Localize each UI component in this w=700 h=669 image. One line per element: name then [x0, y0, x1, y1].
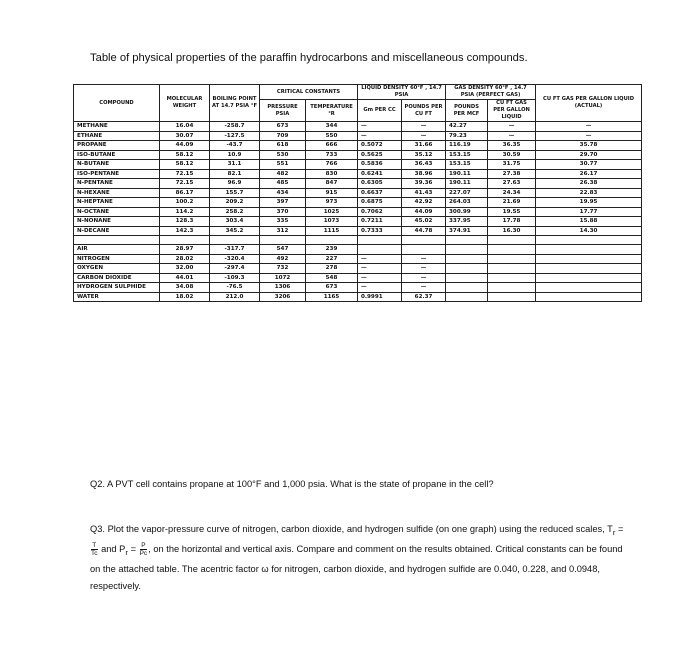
cell-pc: 434: [260, 188, 306, 198]
cell-lbmcf: [446, 254, 488, 264]
cell-gmcc: —: [358, 283, 402, 293]
header-cuft-gas-per-gallon: CU FT GAS PER GALLON LIQUID: [488, 100, 536, 122]
cell-pc: 530: [260, 150, 306, 160]
cell-name: N-DECANE: [74, 226, 160, 236]
hydrocarbon-row: [74, 150, 642, 160]
cell-cfgal: 36.35: [488, 141, 536, 151]
cell-gmcc: 0.7211: [358, 217, 402, 227]
hydrocarbon-row: [74, 169, 642, 179]
cell-pc: 618: [260, 141, 306, 151]
tr-numerator: T: [92, 541, 97, 549]
misc-compound-row: [74, 264, 642, 274]
cell-lbft: 41.43: [402, 188, 446, 198]
cell-gmcc: 0.9991: [358, 292, 402, 302]
page-title: Table of physical properties of the paraffin hydrocarbons and miscellaneous compounds.: [90, 52, 528, 64]
pr-denominator: Pc: [139, 549, 148, 557]
cell-tc: 973: [306, 198, 358, 208]
cell-mw: 114.2: [160, 207, 210, 217]
cell-tc: 239: [306, 245, 358, 255]
cell-tc: 344: [306, 122, 358, 132]
cell-pc: 3206: [260, 292, 306, 302]
cell-lbft: 44.78: [402, 226, 446, 236]
cell-pc: 732: [260, 264, 306, 274]
hydrocarbon-row: [74, 188, 642, 198]
cell-lbft: —: [402, 131, 446, 141]
header-temperature: TEMPERATURE °R: [306, 100, 358, 122]
cell-tc: 666: [306, 141, 358, 151]
cell-bp: 155.7: [210, 188, 260, 198]
table-spacer: [74, 236, 642, 245]
cell-lbft: —: [402, 122, 446, 132]
cell-name: N-PENTANE: [74, 179, 160, 189]
equals-sign: =: [615, 524, 624, 534]
cell-lbft: 35.12: [402, 150, 446, 160]
cell-lbmcf: 116.19: [446, 141, 488, 151]
hydrocarbon-rows: [74, 122, 642, 236]
cell-gmcc: —: [358, 254, 402, 264]
question-3: Q3. Plot the vapor-pressure curve of nitrogen, carbon dioxide, and hydrogen sulfide (on one graph) using the reduced scales, $T_r$ = $\frac{T}{Tc}$ and $P_r$ = $\frac{P}{Pc}$ , on the horizontal and vertical axis. Compare and comment on the results obtained. Critical constants can be found on the attached table. The acentric factor ω for nitrogen, carbon dioxide, and hydrogen sulfide are 0.040, 0.228, and 0.0948, respectively.: [90, 524, 624, 591]
cell-gmcc: [358, 245, 402, 255]
cell-pc: 335: [260, 217, 306, 227]
cell-lbft: [402, 245, 446, 255]
cell-name: N-OCTANE: [74, 207, 160, 217]
cell-actual: 35.78: [536, 141, 642, 151]
cell-bp: -317.7: [210, 245, 260, 255]
header-boiling-point: BOILING POINT AT 14.7 PSIA °F: [210, 85, 260, 122]
cell-bp: -43.7: [210, 141, 260, 151]
cell-mw: 28.97: [160, 245, 210, 255]
cell-pc: 482: [260, 169, 306, 179]
misc-compound-row: [74, 273, 642, 283]
cell-mw: 72.15: [160, 169, 210, 179]
and-pr: and P: [98, 543, 126, 554]
cell-actual: —: [536, 122, 642, 132]
cell-lbmcf: [446, 273, 488, 283]
pr-numerator: P: [141, 541, 146, 549]
cell-name: N-HEPTANE: [74, 198, 160, 208]
cell-name: ETHANE: [74, 131, 160, 141]
hydrocarbon-row: [74, 122, 642, 132]
cell-lbmcf: 227.07: [446, 188, 488, 198]
cell-cfgal: [488, 264, 536, 274]
cell-lbft: 36.43: [402, 160, 446, 170]
cell-bp: -76.5: [210, 283, 260, 293]
cell-mw: 18.02: [160, 292, 210, 302]
cell-pc: 370: [260, 207, 306, 217]
cell-bp: 212.0: [210, 292, 260, 302]
cell-cfgal: 30.59: [488, 150, 536, 160]
cell-tc: 548: [306, 273, 358, 283]
hydrocarbon-row: [74, 141, 642, 151]
cell-cfgal: 31.75: [488, 160, 536, 170]
pr-subscript: r: [125, 547, 128, 557]
cell-bp: 209.2: [210, 198, 260, 208]
header-liquid-density: LIQUID DENSITY 60°F , 14.7 PSIA: [358, 85, 446, 100]
cell-tc: 1073: [306, 217, 358, 227]
cell-gmcc: —: [358, 264, 402, 274]
cell-name: AIR: [74, 245, 160, 255]
cell-lbmcf: [446, 292, 488, 302]
cell-cfgal: 19.55: [488, 207, 536, 217]
cell-pc: 397: [260, 198, 306, 208]
cell-bp: -297.4: [210, 264, 260, 274]
cell-gmcc: 0.6875: [358, 198, 402, 208]
cell-lbft: 62.37: [402, 292, 446, 302]
cell-cfgal: 16.30: [488, 226, 536, 236]
hydrocarbon-row: [74, 160, 642, 170]
cell-tc: 1165: [306, 292, 358, 302]
header-pounds-per-cuft: POUNDS PER CU FT: [402, 100, 446, 122]
cell-actual: 30.77: [536, 160, 642, 170]
cell-tc: 227: [306, 254, 358, 264]
cell-actual: 26.38: [536, 179, 642, 189]
cell-lbft: 45.02: [402, 217, 446, 227]
cell-name: HYDROGEN SULPHIDE: [74, 283, 160, 293]
cell-bp: -258.7: [210, 122, 260, 132]
cell-pc: 1072: [260, 273, 306, 283]
cell-lbmcf: 374.91: [446, 226, 488, 236]
cell-lbft: 31.66: [402, 141, 446, 151]
cell-bp: 10.9: [210, 150, 260, 160]
cell-actual: [536, 245, 642, 255]
cell-pc: 312: [260, 226, 306, 236]
cell-cfgal: [488, 254, 536, 264]
cell-tc: 915: [306, 188, 358, 198]
header-pounds-per-mcf: POUNDS PER MCF: [446, 100, 488, 122]
cell-mw: 32.00: [160, 264, 210, 274]
cell-gmcc: 0.5836: [358, 160, 402, 170]
cell-actual: —: [536, 131, 642, 141]
cell-actual: [536, 283, 642, 293]
cell-gmcc: 0.7062: [358, 207, 402, 217]
cell-mw: 128.3: [160, 217, 210, 227]
cell-lbmcf: 79.23: [446, 131, 488, 141]
hydrocarbon-row: [74, 226, 642, 236]
header-molecular-weight: MOLECULAR WEIGHT: [160, 85, 210, 122]
cell-actual: [536, 292, 642, 302]
cell-actual: [536, 254, 642, 264]
misc-compound-row: [74, 254, 642, 264]
cell-mw: 86.17: [160, 188, 210, 198]
cell-tc: 1025: [306, 207, 358, 217]
cell-lbft: —: [402, 254, 446, 264]
cell-actual: 17.77: [536, 207, 642, 217]
misc-compound-row: [74, 245, 642, 255]
cell-pc: 547: [260, 245, 306, 255]
cell-cfgal: 21.69: [488, 198, 536, 208]
cell-lbmcf: 337.95: [446, 217, 488, 227]
cell-cfgal: 27.38: [488, 169, 536, 179]
hydrocarbon-row: [74, 217, 642, 227]
cell-name: N-HEXANE: [74, 188, 160, 198]
cell-actual: 26.17: [536, 169, 642, 179]
cell-actual: 14.30: [536, 226, 642, 236]
cell-actual: 29.70: [536, 150, 642, 160]
header-cuft-actual: CU FT GAS PER GALLON LIQUID (ACTUAL): [536, 85, 642, 122]
cell-mw: 30.07: [160, 131, 210, 141]
header-pressure: PRESSURE PSIA: [260, 100, 306, 122]
hydrocarbon-row: [74, 198, 642, 208]
cell-lbmcf: [446, 264, 488, 274]
cell-mw: 16.04: [160, 122, 210, 132]
cell-mw: 44.01: [160, 273, 210, 283]
cell-name: NITROGEN: [74, 254, 160, 264]
cell-mw: 28.02: [160, 254, 210, 264]
cell-bp: -109.3: [210, 273, 260, 283]
question-3-intro: Q3. Plot the vapor-pressure curve of nitrogen, carbon dioxide, and hydrogen sulfide (on one graph) using the reduced scales, T: [90, 524, 613, 534]
cell-mw: 34.08: [160, 283, 210, 293]
cell-lbft: 38.96: [402, 169, 446, 179]
cell-pc: 709: [260, 131, 306, 141]
cell-cfgal: [488, 245, 536, 255]
header-gm-per-cc: Gm PER CC: [358, 100, 402, 122]
cell-name: ISO-PENTANE: [74, 169, 160, 179]
cell-lbft: 39.36: [402, 179, 446, 189]
cell-tc: 1115: [306, 226, 358, 236]
misc-compound-row: [74, 292, 642, 302]
hydrocarbon-row: [74, 131, 642, 141]
cell-gmcc: 0.7333: [358, 226, 402, 236]
cell-cfgal: [488, 292, 536, 302]
question-2: Q2. A PVT cell contains propane at 100°F and 1,000 psia. What is the state of propane in the cell?: [90, 479, 494, 489]
cell-cfgal: —: [488, 122, 536, 132]
tr-subscript: r: [612, 527, 616, 537]
cell-gmcc: 0.6637: [358, 188, 402, 198]
cell-bp: 31.1: [210, 160, 260, 170]
cell-lbmcf: [446, 245, 488, 255]
cell-name: ISO-BUTANE: [74, 150, 160, 160]
cell-mw: 44.09: [160, 141, 210, 151]
cell-gmcc: —: [358, 273, 402, 283]
cell-tc: 733: [306, 150, 358, 160]
cell-tc: 766: [306, 160, 358, 170]
cell-name: N-NONANE: [74, 217, 160, 227]
header-critical-constants: CRITICAL CONSTANTS: [260, 85, 358, 100]
cell-gmcc: 0.6305: [358, 179, 402, 189]
header-gas-density: GAS DENSITY 60°F , 14.7 PSIA (PERFECT GAS): [446, 85, 536, 100]
header-compound: COMPOUND: [74, 85, 160, 122]
cell-cfgal: [488, 283, 536, 293]
cell-lbft: —: [402, 273, 446, 283]
properties-table: [73, 84, 642, 302]
cell-lbmcf: 153.15: [446, 160, 488, 170]
cell-actual: [536, 273, 642, 283]
cell-name: METHANE: [74, 122, 160, 132]
pr-fraction: [140, 542, 148, 557]
cell-mw: 58.12: [160, 160, 210, 170]
cell-lbft: 44.09: [402, 207, 446, 217]
cell-lbmcf: 190.11: [446, 179, 488, 189]
cell-name: CARBON DIOXIDE: [74, 273, 160, 283]
cell-cfgal: 24.34: [488, 188, 536, 198]
cell-lbmcf: 300.99: [446, 207, 488, 217]
cell-pc: 673: [260, 122, 306, 132]
cell-tc: 830: [306, 169, 358, 179]
cell-lbft: —: [402, 283, 446, 293]
cell-actual: 15.88: [536, 217, 642, 227]
cell-gmcc: 0.5072: [358, 141, 402, 151]
cell-lbmcf: [446, 283, 488, 293]
cell-cfgal: 27.63: [488, 179, 536, 189]
cell-gmcc: —: [358, 122, 402, 132]
properties-table-container: [73, 84, 641, 302]
hydrocarbon-row: [74, 207, 642, 217]
cell-tc: 847: [306, 179, 358, 189]
miscellaneous-rows: [74, 245, 642, 302]
misc-compound-row: [74, 283, 642, 293]
question-3-rest: , on the horizontal and vertical axis. Compare and comment on the results obtained. Critical constants can be found on the attached table. The acentric factor ω for nitrogen, carbon dioxide, and hydrogen sulfide are 0.040, 0.228, and 0.0948, respectively.: [90, 543, 623, 591]
cell-pc: 485: [260, 179, 306, 189]
cell-name: WATER: [74, 292, 160, 302]
cell-gmcc: —: [358, 131, 402, 141]
hydrocarbon-row: [74, 179, 642, 189]
cell-cfgal: —: [488, 131, 536, 141]
cell-lbft: —: [402, 264, 446, 274]
cell-bp: 345.2: [210, 226, 260, 236]
cell-cfgal: 17.78: [488, 217, 536, 227]
cell-gmcc: 0.6241: [358, 169, 402, 179]
cell-bp: 82.1: [210, 169, 260, 179]
cell-name: N-BUTANE: [74, 160, 160, 170]
cell-lbmcf: 190.11: [446, 169, 488, 179]
cell-tc: 278: [306, 264, 358, 274]
cell-pc: 551: [260, 160, 306, 170]
cell-lbft: 42.92: [402, 198, 446, 208]
cell-mw: 100.2: [160, 198, 210, 208]
cell-bp: -127.5: [210, 131, 260, 141]
cell-actual: 19.95: [536, 198, 642, 208]
cell-pc: 492: [260, 254, 306, 264]
cell-mw: 58.12: [160, 150, 210, 160]
cell-tc: 673: [306, 283, 358, 293]
cell-pc: 1306: [260, 283, 306, 293]
cell-lbmcf: 42.27: [446, 122, 488, 132]
cell-bp: 258.2: [210, 207, 260, 217]
cell-gmcc: 0.5625: [358, 150, 402, 160]
cell-name: OXYGEN: [74, 264, 160, 274]
cell-bp: -320.4: [210, 254, 260, 264]
cell-bp: 96.9: [210, 179, 260, 189]
tr-denominator: Tc: [91, 549, 98, 557]
cell-name: PROPANE: [74, 141, 160, 151]
cell-actual: 22.83: [536, 188, 642, 198]
cell-cfgal: [488, 273, 536, 283]
cell-lbmcf: 153.15: [446, 150, 488, 160]
cell-mw: 72.15: [160, 179, 210, 189]
cell-lbmcf: 264.03: [446, 198, 488, 208]
cell-actual: [536, 264, 642, 274]
tr-fraction: [91, 542, 98, 557]
cell-mw: 142.3: [160, 226, 210, 236]
cell-bp: 303.4: [210, 217, 260, 227]
cell-tc: 550: [306, 131, 358, 141]
